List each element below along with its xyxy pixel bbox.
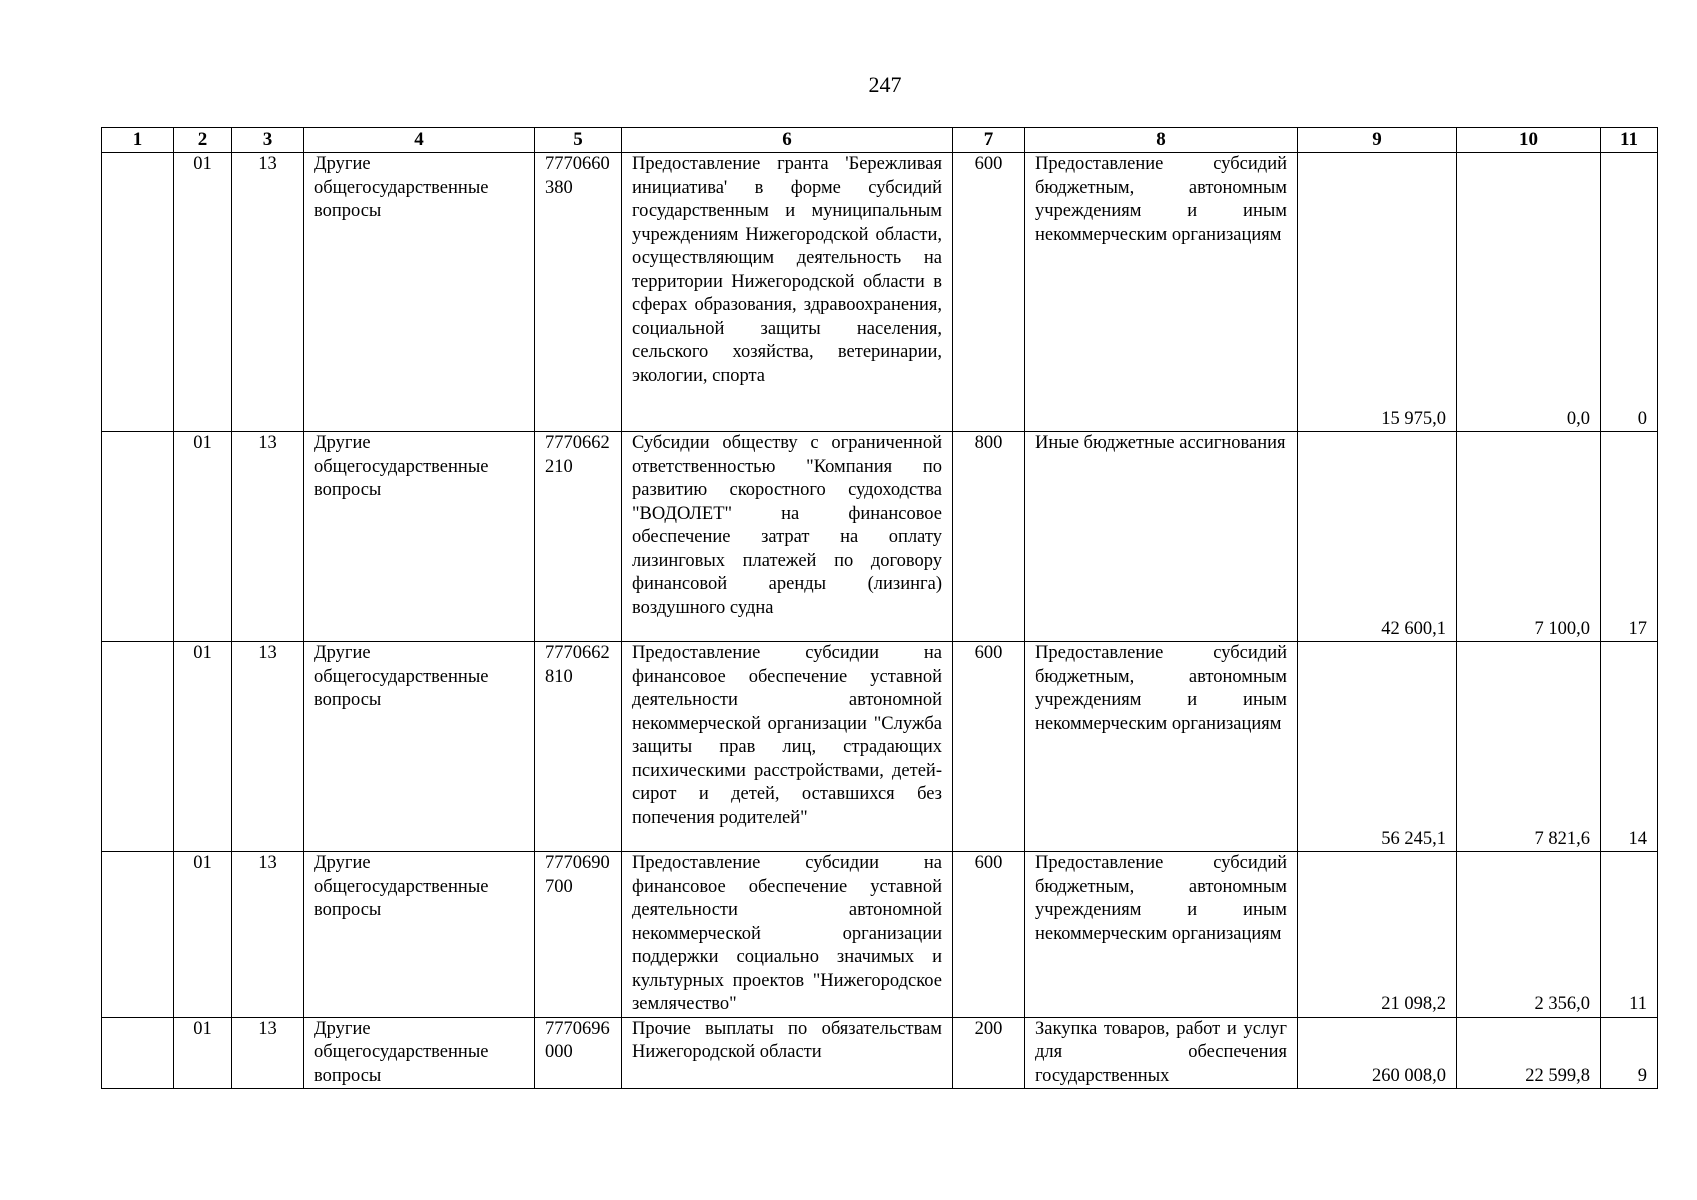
budget-table bbox=[101, 127, 1658, 1089]
cell-executed: 0,0 bbox=[1457, 153, 1601, 432]
cell-expense-name: Предоставление субсидий бюджетным, автономным учреждениям и иным некоммерческим организациям bbox=[1025, 852, 1298, 1018]
cell-section-name: Другие общегосударственные вопросы bbox=[304, 432, 535, 642]
cell-section-name: Другие общегосударственные вопросы bbox=[304, 1017, 535, 1089]
cell-expense-name: Закупка товаров, работ и услуг для обеспечения государственных bbox=[1025, 1017, 1298, 1089]
cell-section: 01 bbox=[174, 1017, 232, 1089]
cell-target-code: 7770662810 bbox=[535, 642, 622, 852]
table-row bbox=[102, 153, 1658, 432]
cell-section: 01 bbox=[174, 642, 232, 852]
page-number: 247 bbox=[868, 72, 902, 97]
column-header: 1 bbox=[102, 128, 174, 153]
table-row bbox=[102, 852, 1658, 1018]
cell-executed: 7 821,6 bbox=[1457, 642, 1601, 852]
column-header: 3 bbox=[232, 128, 304, 153]
cell-percent: 17 bbox=[1601, 432, 1658, 642]
table-header bbox=[102, 128, 1658, 153]
cell-expense-code: 600 bbox=[953, 852, 1025, 1018]
column-header: 10 bbox=[1457, 128, 1601, 153]
cell-expense-code: 600 bbox=[953, 153, 1025, 432]
cell-target-name: Предоставление гранта 'Бережливая инициатива' в форме субсидий государственным и муниципальным учреждениям Нижегородской области, осуществляющим деятельность на территории Нижегородской области в сферах образования, здравоохранения, социальной защиты населения, сельского хозяйства, ветеринарии, экологии, спорта bbox=[622, 153, 953, 432]
cell-subsection: 13 bbox=[232, 432, 304, 642]
cell-percent: 14 bbox=[1601, 642, 1658, 852]
column-header: 9 bbox=[1298, 128, 1457, 153]
cell-amount: 260 008,0 bbox=[1298, 1017, 1457, 1089]
cell-col1 bbox=[102, 642, 174, 852]
cell-section-name: Другие общегосударственные вопросы bbox=[304, 153, 535, 432]
cell-section: 01 bbox=[174, 153, 232, 432]
cell-target-name: Предоставление субсидии на финансовое обеспечение уставной деятельности автономной некоммерческой организации поддержки социально значимых и культурных проектов "Нижегородское землячество" bbox=[622, 852, 953, 1018]
table-row bbox=[102, 642, 1658, 852]
cell-subsection: 13 bbox=[232, 642, 304, 852]
column-header: 11 bbox=[1601, 128, 1658, 153]
cell-amount: 56 245,1 bbox=[1298, 642, 1457, 852]
cell-section-name: Другие общегосударственные вопросы bbox=[304, 852, 535, 1018]
table-row bbox=[102, 432, 1658, 642]
column-header: 5 bbox=[535, 128, 622, 153]
cell-expense-name: Иные бюджетные ассигнования bbox=[1025, 432, 1298, 642]
column-header: 7 bbox=[953, 128, 1025, 153]
column-header: 2 bbox=[174, 128, 232, 153]
column-header: 8 bbox=[1025, 128, 1298, 153]
cell-subsection: 13 bbox=[232, 1017, 304, 1089]
column-header: 6 bbox=[622, 128, 953, 153]
cell-percent: 11 bbox=[1601, 852, 1658, 1018]
cell-target-code: 7770690700 bbox=[535, 852, 622, 1018]
cell-amount: 42 600,1 bbox=[1298, 432, 1457, 642]
cell-target-name: Субсидии обществу с ограниченной ответственностью "Компания по развитию скоростного судоходства "ВОДОЛЕТ" на финансовое обеспечение затрат на оплату лизинговых платежей по договору финансовой аренды (лизинга) воздушного судна bbox=[622, 432, 953, 642]
cell-amount: 21 098,2 bbox=[1298, 852, 1457, 1018]
cell-subsection: 13 bbox=[232, 153, 304, 432]
cell-executed: 2 356,0 bbox=[1457, 852, 1601, 1018]
cell-percent: 9 bbox=[1601, 1017, 1658, 1089]
cell-target-code: 7770660380 bbox=[535, 153, 622, 432]
cell-executed: 22 599,8 bbox=[1457, 1017, 1601, 1089]
cell-section: 01 bbox=[174, 852, 232, 1018]
cell-col1 bbox=[102, 1017, 174, 1089]
cell-section: 01 bbox=[174, 432, 232, 642]
cell-percent: 0 bbox=[1601, 153, 1658, 432]
cell-expense-code: 200 bbox=[953, 1017, 1025, 1089]
cell-amount: 15 975,0 bbox=[1298, 153, 1457, 432]
cell-target-code: 7770662210 bbox=[535, 432, 622, 642]
cell-expense-code: 600 bbox=[953, 642, 1025, 852]
table-row bbox=[102, 1017, 1658, 1089]
cell-target-name: Предоставление субсидии на финансовое обеспечение уставной деятельности автономной некоммерческой организации "Служба защиты прав лиц, страдающих психическими расстройствами, детей-сирот и детей, оставшихся без попечения родителей" bbox=[622, 642, 953, 852]
cell-target-code: 7770696000 bbox=[535, 1017, 622, 1089]
cell-col1 bbox=[102, 852, 174, 1018]
cell-expense-name: Предоставление субсидий бюджетным, автономным учреждениям и иным некоммерческим организациям bbox=[1025, 153, 1298, 432]
cell-col1 bbox=[102, 432, 174, 642]
cell-col1 bbox=[102, 153, 174, 432]
cell-expense-code: 800 bbox=[953, 432, 1025, 642]
cell-target-name: Прочие выплаты по обязательствам Нижегородской области bbox=[622, 1017, 953, 1089]
cell-section-name: Другие общегосударственные вопросы bbox=[304, 642, 535, 852]
cell-subsection: 13 bbox=[232, 852, 304, 1018]
cell-executed: 7 100,0 bbox=[1457, 432, 1601, 642]
cell-expense-name: Предоставление субсидий бюджетным, автономным учреждениям и иным некоммерческим организациям bbox=[1025, 642, 1298, 852]
column-header: 4 bbox=[304, 128, 535, 153]
